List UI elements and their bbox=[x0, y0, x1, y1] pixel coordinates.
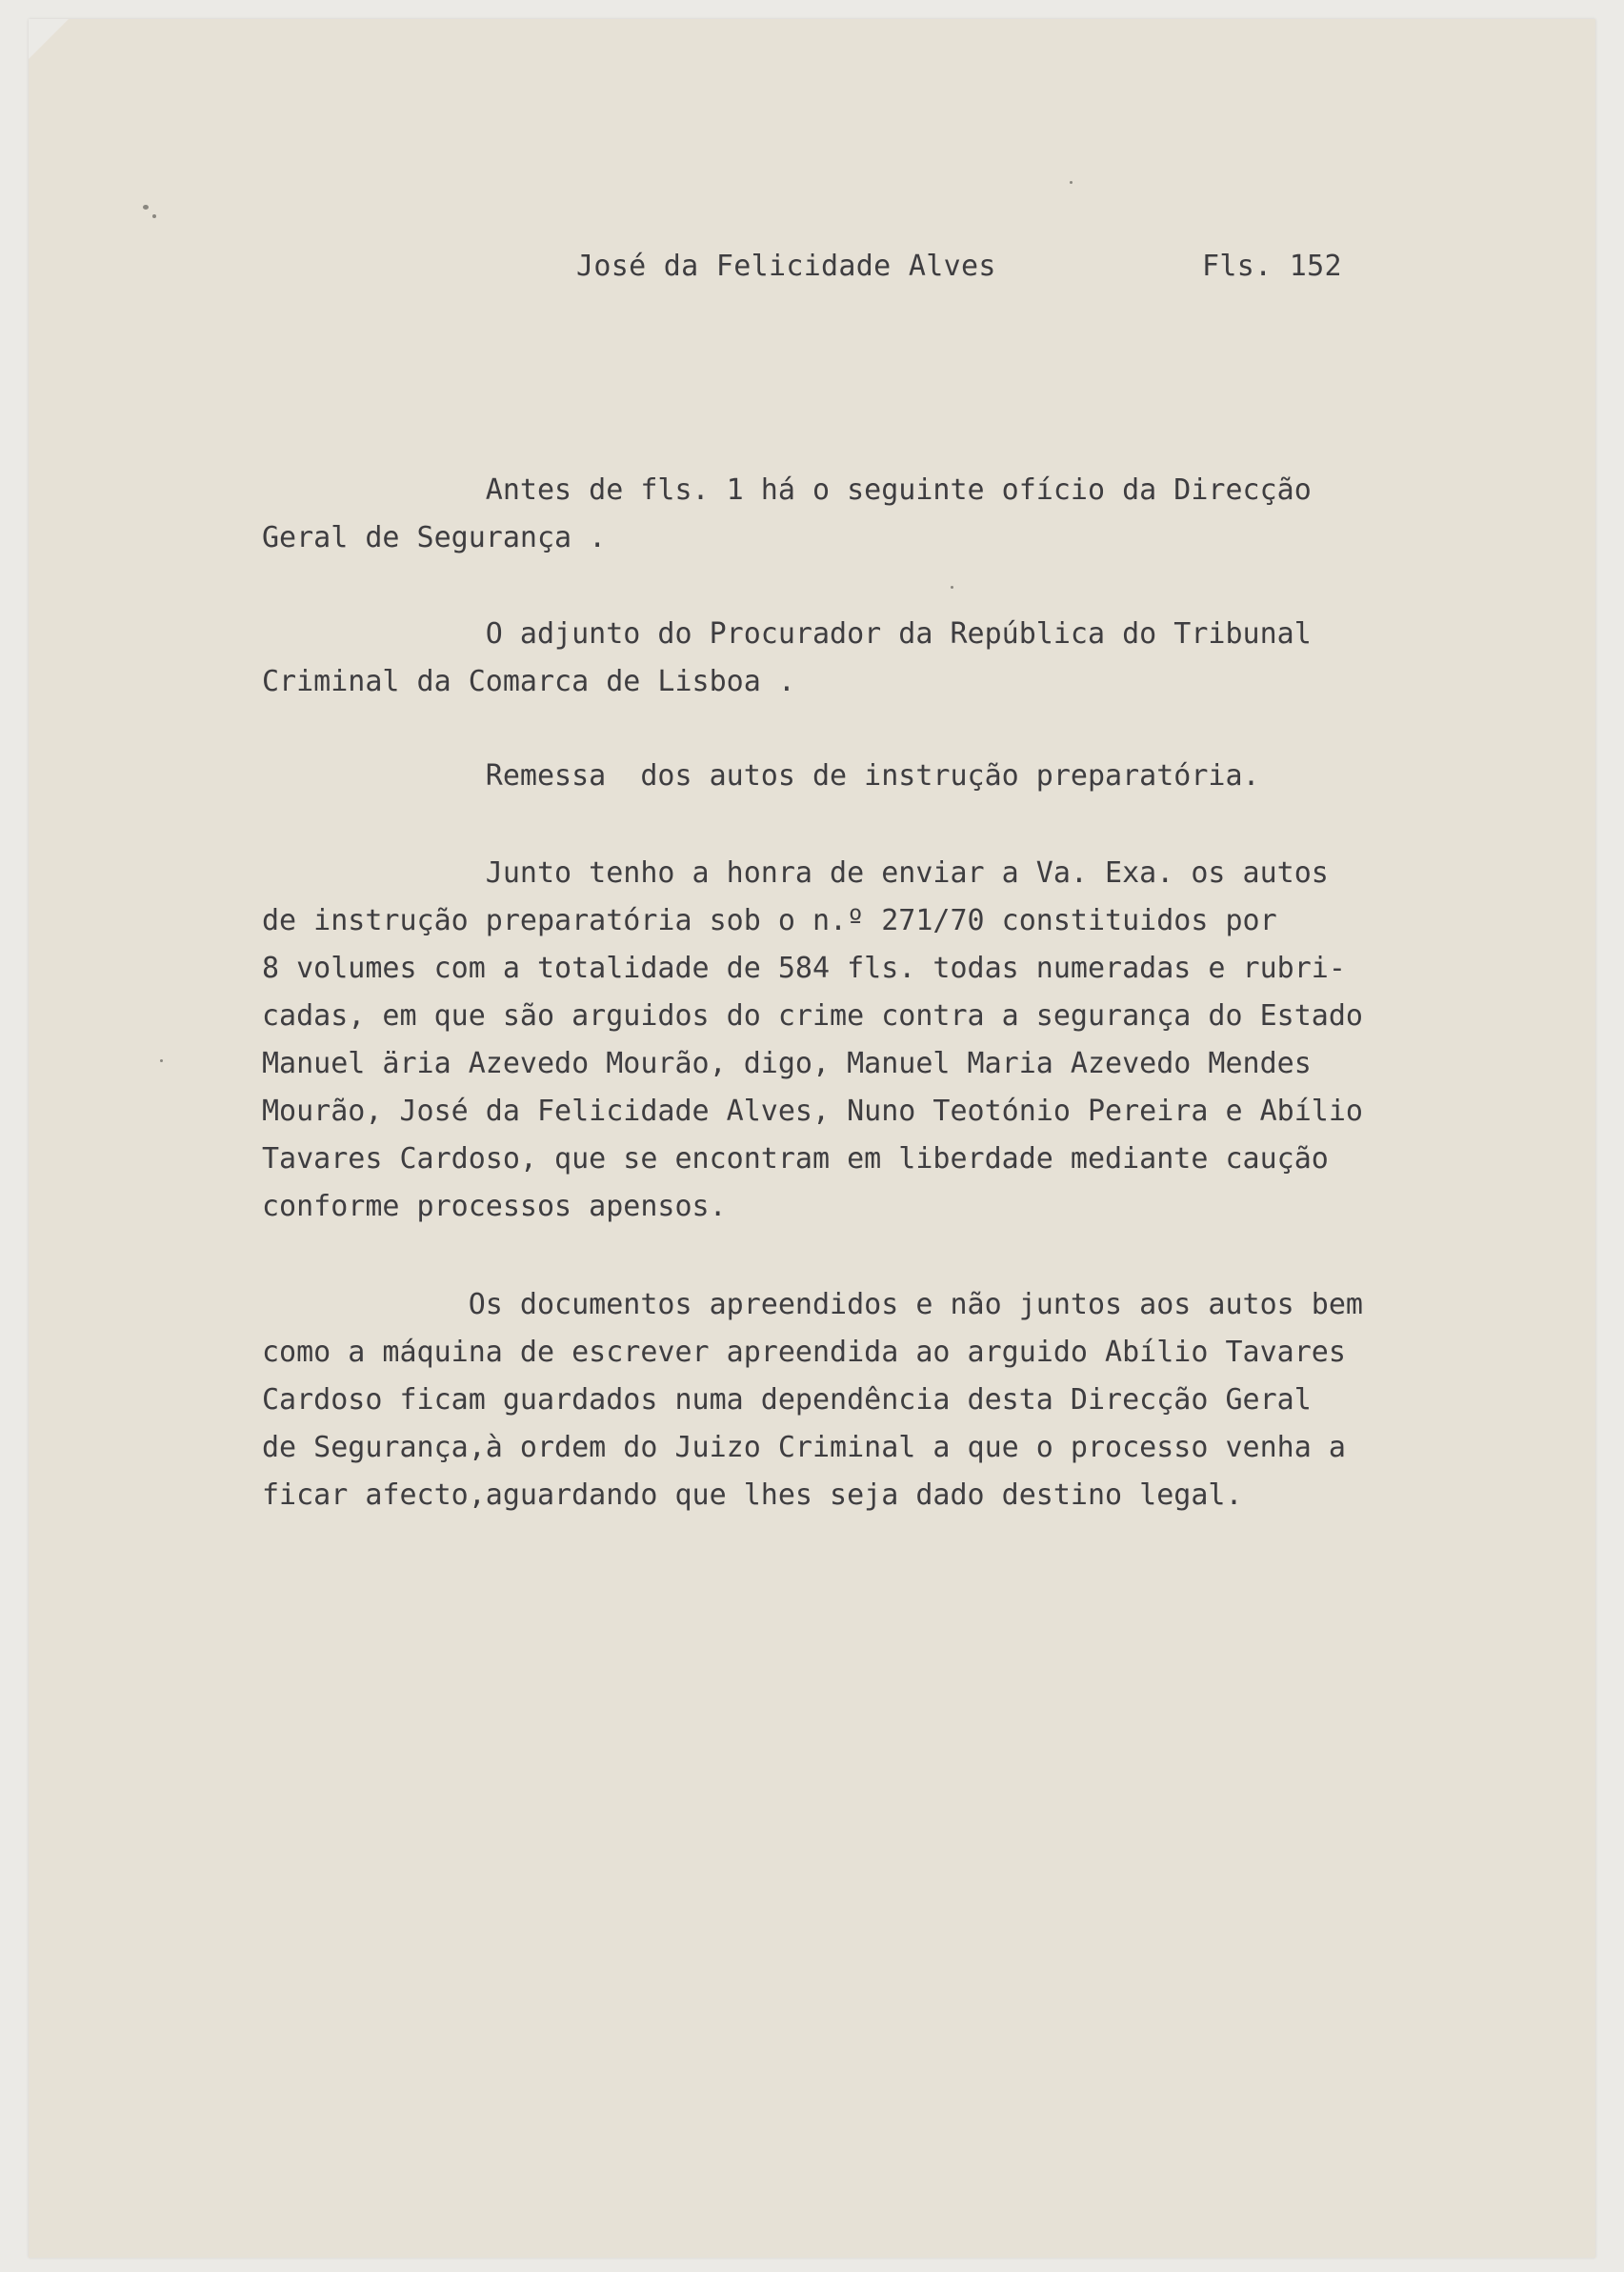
paragraph-line: Junto tenho a honra de enviar a Va. Exa. os autos bbox=[262, 856, 1329, 890]
paper-speck bbox=[160, 1059, 163, 1062]
header-name: José da Felicidade Alves bbox=[576, 250, 996, 283]
paragraph-line: como a máquina de escrever apreendida ao arguido Abílio Tavares bbox=[262, 1336, 1346, 1369]
paragraph-subject bbox=[262, 753, 1260, 800]
paragraph-line: cadas, em que são arguidos do crime contra a segurança do Estado bbox=[262, 999, 1363, 1033]
paragraph-line: Antes de fls. 1 há o seguinte ofício da Direcção bbox=[262, 473, 1312, 507]
paragraph-line: 8 volumes com a totalidade de 584 fls. todas numeradas e rubri- bbox=[262, 952, 1346, 985]
paragraph-addressee bbox=[262, 611, 1312, 706]
paper-speck bbox=[1070, 181, 1073, 184]
paragraph-line: Manuel äria Azevedo Mourão, digo, Manuel Maria Azevedo Mendes bbox=[262, 1047, 1312, 1080]
paragraph-line: conforme processos apensos. bbox=[262, 1190, 727, 1223]
paragraph-line: de instrução preparatória sob o n.º 271/70 constituidos por bbox=[262, 904, 1277, 937]
paragraph-line: Os documentos apreendidos e não juntos aos autos bem bbox=[262, 1288, 1363, 1321]
paragraph-line: Tavares Cardoso, que se encontram em liberdade mediante caução bbox=[262, 1142, 1329, 1176]
paragraph-documents bbox=[262, 1281, 1363, 1519]
paragraph-intro bbox=[262, 467, 1312, 562]
paragraph-line: Cardoso ficam guardados numa dependência desta Direcção Geral bbox=[262, 1383, 1312, 1417]
paragraph-line: de Segurança,à ordem do Juizo Criminal a que o processo venha a bbox=[262, 1431, 1346, 1464]
folded-corner bbox=[29, 19, 69, 59]
paragraph-line: Remessa dos autos de instrução preparatória. bbox=[262, 759, 1260, 793]
paper-speck bbox=[951, 586, 953, 589]
header-folio: Fls. 152 bbox=[1202, 250, 1342, 283]
paragraph-line: ficar afecto,aguardando que lhes seja dado destino legal. bbox=[262, 1478, 1243, 1512]
paper-speck bbox=[152, 214, 156, 218]
paper-speck bbox=[143, 205, 149, 210]
paragraph-line: Geral de Segurança . bbox=[262, 521, 607, 554]
paragraph-line: Mourão, José da Felicidade Alves, Nuno Teotónio Pereira e Abílio bbox=[262, 1095, 1363, 1128]
paragraph-line: O adjunto do Procurador da República do Tribunal bbox=[262, 617, 1312, 651]
paragraph-line: Criminal da Comarca de Lisboa . bbox=[262, 665, 795, 698]
paragraph-body bbox=[262, 850, 1363, 1231]
